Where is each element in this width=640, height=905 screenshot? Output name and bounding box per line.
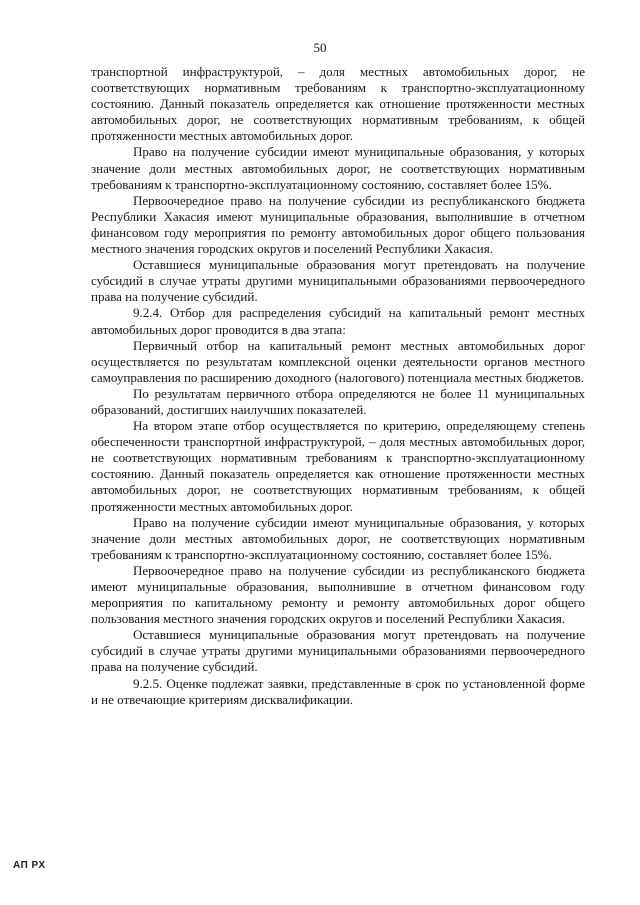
document-body [91, 64, 585, 708]
page-number: 50 [313, 40, 327, 55]
paragraph-continued: транспортной инфраструктурой, – доля местных автомобильных дорог, не соответствующих нормативным требованиям к транспортно-эксплуатационному состоянию. Данный показатель определяется как отношение протяженности местных автомобильных дорог, не соответствующих нормативным требованиям, к общей протяженности местных автомобильных дорог. [91, 64, 585, 144]
paragraph: Первоочередное право на получение субсидии из республиканского бюджета имеют муниципальные образования, выполнившие в отчетном финансовом году мероприятия по капитальному ремонту и ремонту автомобильных дорог общего пользования местного значения городских округов и поселений Республики Хакасия. [91, 562, 585, 627]
paragraph: На втором этапе отбор осуществляется по критерию, определяющему степень обеспеченности транспортной инфраструктурой, – доля местных автомобильных дорог, не соответствующих нормативным требованиям к транспортно-эксплуатационному состоянию. Данный показатель определяется как отношение протяженности местных автомобильных дорог, не соответствующих нормативным требованиям, к общей протяженности местных автомобильных дорог. [91, 418, 585, 514]
paragraph: Первичный отбор на капитальный ремонт местных автомобильных дорог осуществляется по результатам комплексной оценки деятельности органов местного самоуправления по расширению доходного (налогового) потенциала местных бюджетов. [91, 337, 585, 385]
footer-stamp: АП РХ [13, 860, 46, 871]
paragraph: Право на получение субсидии имеют муниципальные образования, у которых значение доли местных автомобильных дорог, не соответствующих нормативным требованиям к транспортно-эксплуатационному состоянию, составляет более 15%. [91, 144, 585, 192]
paragraph: Право на получение субсидии имеют муниципальные образования, у которых значение доли местных автомобильных дорог, не соответствующих нормативным требованиям к транспортно-эксплуатационному состоянию, составляет более 15%. [91, 514, 585, 562]
paragraph: Оставшиеся муниципальные образования могут претендовать на получение субсидий в случае утраты другими муниципальными образованиями первоочередного права на получение субсидий. [91, 257, 585, 305]
paragraph: Первоочередное право на получение субсидии из республиканского бюджета Республики Хакасия имеют муниципальные образования, выполнившие в отчетном финансовом году мероприятия по ремонту автомобильных дорог общего пользования местного значения городских округов и поселений Республики Хакасия. [91, 192, 585, 257]
paragraph: Оставшиеся муниципальные образования могут претендовать на получение субсидий в случае утраты другими муниципальными образованиями первоочередного права на получение субсидий. [91, 627, 585, 675]
paragraph: По результатам первичного отбора определяются не более 11 муниципальных образований, достигших наилучших показателей. [91, 385, 585, 417]
section-9-2-5: 9.2.5. Оценке подлежат заявки, представленные в срок по установленной форме и не отвечающие критериям дисквалификации. [91, 675, 585, 707]
section-9-2-4: 9.2.4. Отбор для распределения субсидий на капитальный ремонт местных автомобильных дорог проводится в два этапа: [91, 305, 585, 337]
